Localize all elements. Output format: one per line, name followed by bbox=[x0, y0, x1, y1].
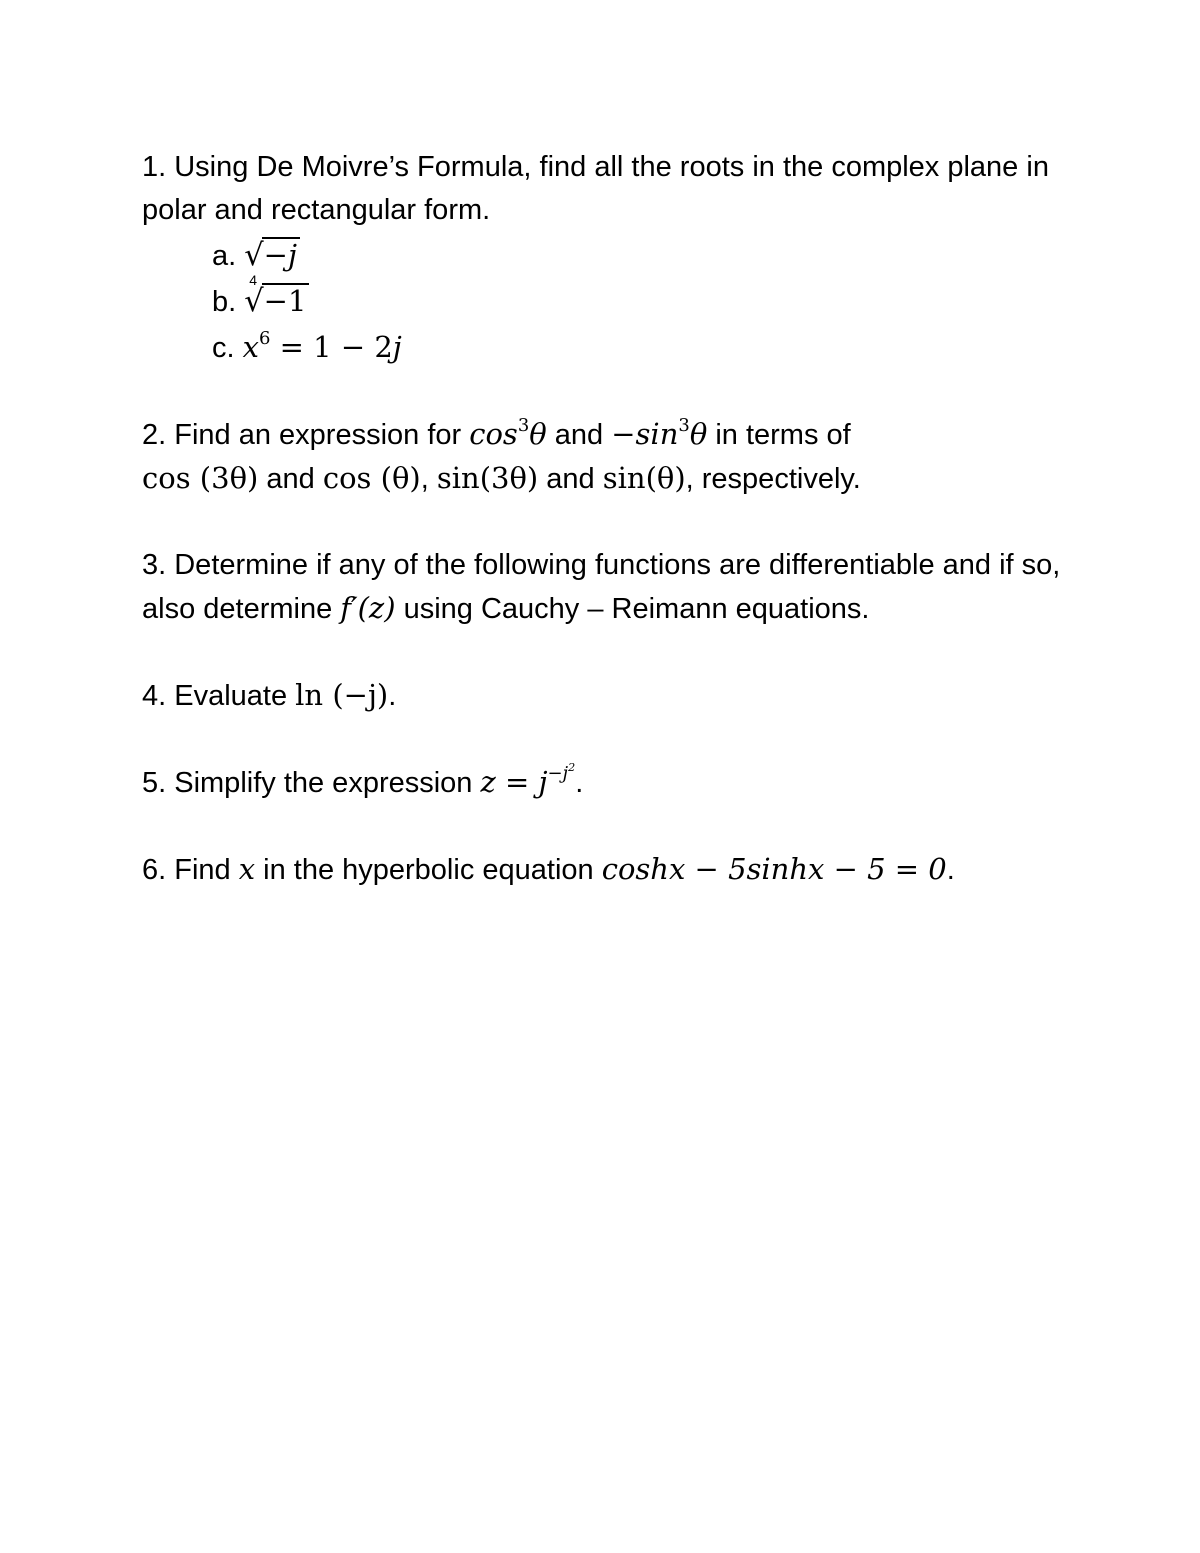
math-exp bbox=[548, 763, 576, 784]
math-sintheta: sin(θ) bbox=[602, 461, 686, 495]
math-exp: 3 bbox=[678, 415, 690, 437]
item-label: a. bbox=[212, 240, 237, 272]
question-3 bbox=[142, 544, 1062, 631]
text: 3. Determine if any of the following functions are differentiable and if so, also determine bbox=[142, 549, 1061, 625]
equation-base: x bbox=[242, 330, 259, 364]
question-1 bbox=[142, 146, 1062, 370]
math-ln: ln (−j) bbox=[295, 678, 389, 712]
text: 6. Find bbox=[142, 854, 239, 886]
text: using Cauchy – Reimann equations. bbox=[395, 593, 870, 625]
question-6 bbox=[142, 848, 1062, 892]
radicand: −j bbox=[262, 237, 300, 271]
item-label: b. bbox=[212, 286, 237, 318]
question-1b bbox=[212, 272, 1062, 324]
math-theta: θ bbox=[529, 417, 547, 451]
question-4 bbox=[142, 674, 1062, 718]
math-sin: −sin bbox=[611, 417, 679, 451]
question-5 bbox=[142, 761, 1062, 805]
math-fprime: f′(z) bbox=[340, 591, 396, 625]
text: and bbox=[546, 419, 612, 451]
equation-rhs: = 1 − 2 bbox=[270, 330, 393, 364]
math-costheta: cos (θ) bbox=[322, 461, 421, 495]
math-cos3theta: cos (3θ) bbox=[142, 461, 259, 495]
math-theta: θ bbox=[689, 417, 708, 451]
math-exp: 3 bbox=[517, 415, 530, 437]
text: and bbox=[258, 463, 323, 495]
text: . bbox=[946, 854, 955, 886]
math-exp-base: −j bbox=[547, 763, 569, 785]
question-list bbox=[142, 146, 1062, 892]
math-sin3theta: sin(3θ) bbox=[436, 461, 539, 495]
math-x: x bbox=[238, 852, 256, 886]
text: 2. Find an expression for bbox=[142, 419, 470, 451]
text: in the hyperbolic equation bbox=[255, 854, 602, 886]
fourth-root: 4 √−1 bbox=[244, 278, 309, 325]
text: , bbox=[420, 463, 437, 495]
question-1a bbox=[212, 232, 1062, 278]
math-equation: coshx − 5sinhx − 5 = 0 bbox=[601, 852, 947, 886]
equation-rhs-var: j bbox=[392, 330, 402, 364]
text: , respectively. bbox=[685, 463, 861, 495]
radicand: −1 bbox=[262, 283, 310, 317]
math-cos: cos bbox=[469, 417, 518, 451]
square-root: √−j bbox=[244, 232, 300, 279]
text: in terms of bbox=[707, 419, 851, 451]
text: 4. Evaluate bbox=[142, 680, 296, 712]
question-1c bbox=[212, 324, 1062, 370]
text: 5. Simplify the expression bbox=[142, 767, 481, 799]
math-z: z = j bbox=[480, 765, 548, 799]
text: . bbox=[388, 680, 397, 712]
math-exp2: 2 bbox=[568, 761, 576, 775]
text: and bbox=[538, 463, 603, 495]
equation-exponent: 6 bbox=[258, 328, 271, 350]
item-label: c. bbox=[212, 332, 235, 364]
question-1-text: 1. Using De Moivre’s Formula, find all the roots in the complex plane in polar and rectangular form. bbox=[142, 151, 1049, 226]
root-index: 4 bbox=[249, 272, 258, 288]
question-2 bbox=[142, 413, 1062, 501]
text: . bbox=[575, 767, 584, 799]
